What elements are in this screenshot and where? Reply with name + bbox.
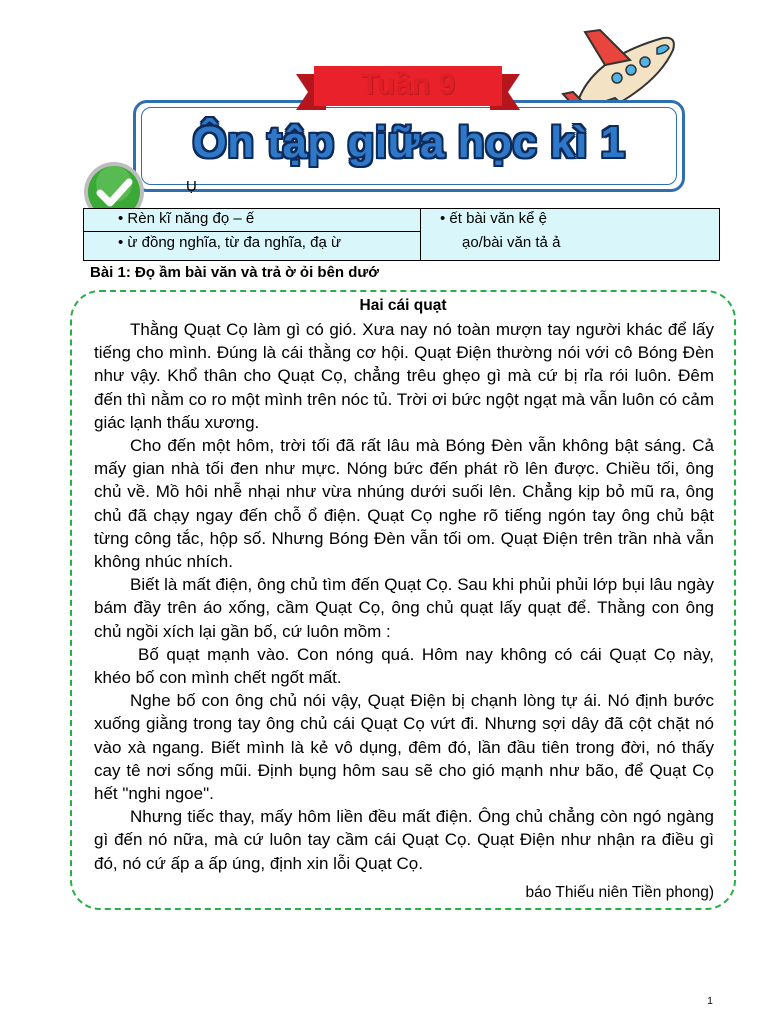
exercise-label: Bài 1: Đọ ầm bài văn và trả ờ ỏi bên dướ — [90, 264, 379, 281]
passage-paragraph: Nghe bố con ông chủ nói vậy, Quạt Điện bị chạnh lòng tự ái. Nó định bước xuống giằng trong tay ông chủ cái Quạt Cọ vứt đi. Nhưng sợi dây đã cột chặt nó vào xà ngang. Biết mình là kẻ vô dụng, đêm đó, lần đầu tiên trong đời, nó thấy cay tê nơi sống mũi. Định bụng hôm sau sẽ cho gió mạnh như bão, để Quạt Cọ hết "nghi ngoe". — [94, 691, 714, 804]
objective-writing: • ết bài văn kể ệ — [440, 210, 547, 227]
objective-reading: • Rèn kĩ năng đọ – ế — [118, 210, 255, 227]
objective-writing-cont: ạo/bài văn tả ả — [462, 234, 561, 251]
passage-paragraph: Thằng Quạt Cọ làm gì có gió. Xưa nay nó toàn mượn tay người khác để lấy tiếng cho mình. Đúng là cái thằng cơ hội. Quạt Điện thường nói với cô Bóng Đèn như vậy. Khổ thân cho Quạt Cọ, chẳng trêu ghẹo gì mà cứ bị rỉa rói luôn. Đêm đến thì nằm co ro một mình trên nóc tủ. Trời ơi bức ngột ngạt mà vẫn luôn có cảm giác lạnh thấu xương. — [94, 320, 714, 432]
page-title: Ôn tập giữa học kì 1 — [192, 118, 626, 167]
objective-vocabulary: • ừ đồng nghĩa, từ đa nghĩa, đạ ừ — [118, 234, 342, 251]
passage-paragraph: Bố quạt mạnh vào. Con nóng quá. Hôm nay không có cái Quạt Cọ này, khéo bố con mình chết ngốt mất. — [94, 644, 714, 688]
page-number: 1 — [707, 996, 713, 1007]
passage-title: Hai cái quạt — [359, 297, 447, 314]
passage-source: báo Thiếu niên Tiền phong) — [525, 884, 714, 901]
objectives-divider — [420, 208, 421, 261]
passage-body — [94, 318, 714, 875]
week-label: Tuần 9 — [360, 68, 456, 101]
passage-paragraph: Nhưng tiếc thay, mấy hôm liền đều mất điện. Ông chủ chẳng còn ngó ngàng gì đến nó nữa, mà cứ luôn tay cầm cái Quạt Cọ. Quạt Điện như nhận ra điều gì đó, nó cứ ấp a ấp úng, định xin lỗi Quạt Cọ. — [94, 807, 714, 873]
passage-paragraph: Biết là mất điện, ông chủ tìm đến Quạt Cọ. Sau khi phủi phủi lớp bụi lâu ngày bám đầy trên áo xống, cầm Quạt Cọ, ông chủ quạt lấy quạt để. Thằng con ông chủ ngồi xích lại gần bố, cứ luôn mồm : — [94, 575, 714, 641]
stray-character: Ụ — [186, 178, 197, 195]
passage-paragraph: Cho đến một hôm, trời tối đã rất lâu mà Bóng Đèn vẫn không bật sáng. Cả mấy gian nhà tối đen như mực. Nóng bức đến phát rồ lên được. Chiều tối, ông chủ về. Mồ hôi nhễ nhại như vừa nhúng dưới suối lên. Chẳng kịp bỏ mũ ra, ông chủ đã chạy ngay đến chỗ ổ điện. Quạt Cọ nghe rõ tiếng ngón tay ông chủ bật từng công tắc, hộp số. Nhưng Bóng Đèn vẫn tối om. Quạt Điện trên trần nhà vẫn không nhúc nhích. — [94, 436, 714, 572]
objectives-row-divider — [83, 231, 420, 232]
